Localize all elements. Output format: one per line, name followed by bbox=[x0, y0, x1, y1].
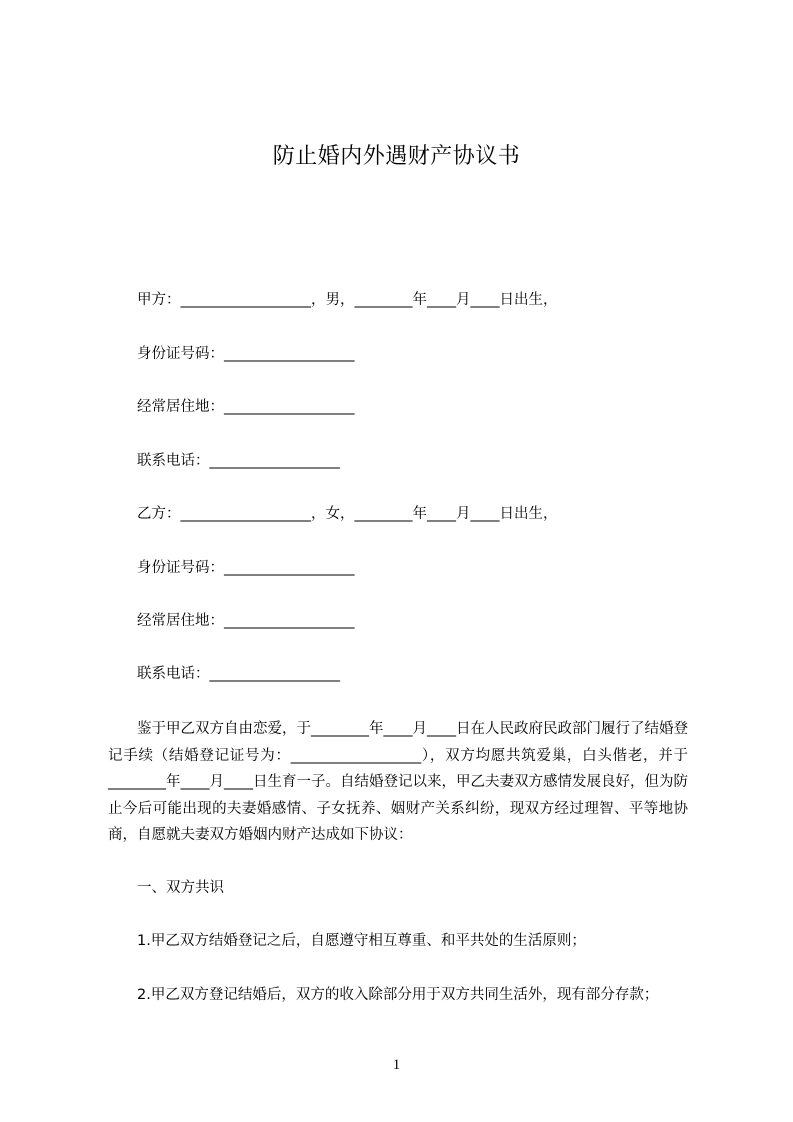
party-a-id-number: 身份证号码：__________________ bbox=[137, 346, 355, 362]
preamble-paragraph: 鉴于甲乙双方自由恋爱，于________年____月____日在人民政府民政部门履行了结婚登记手续（结婚登记证号为：__________________），双方均愿共筑爱巢，白头偕老，并于________年____月____日生育一子。自结婚登记以来，甲乙夫妻双方感情发展良好，但为防止今后可能出现的夫妻婚感情、子女抚养、姻财产关系纠纷，现双方经过理智、平等地协商，自愿就夫妻双方婚姻内财产达成如下协议： bbox=[108, 721, 688, 843]
party-b-phone: 联系电话：__________________ bbox=[137, 666, 340, 682]
section-heading: 一、双方共识 bbox=[137, 880, 224, 896]
clause-item-2: 2.甲乙双方登记结婚后，双方的收入除部分用于双方共同生活外，现有部分存款； bbox=[137, 987, 659, 1003]
document-title: 防止婚内外遇财产协议书 bbox=[272, 144, 521, 169]
clause-item-1: 1.甲乙双方结婚登记之后，自愿遵守相互尊重、和平共处的生活原则； bbox=[137, 933, 586, 949]
party-b-address: 经常居住地：__________________ bbox=[137, 613, 355, 629]
party-a-phone: 联系电话：__________________ bbox=[137, 453, 340, 469]
party-a-address: 经常居住地：__________________ bbox=[137, 399, 355, 415]
party-b-line: 乙方：__________________，女，________年____月____日出生， bbox=[137, 506, 558, 522]
party-b-id-number: 身份证号码：__________________ bbox=[137, 560, 355, 576]
page-number: 1 bbox=[392, 1057, 401, 1073]
party-a-line: 甲方：__________________，男，________年____月____日出生， bbox=[137, 292, 558, 308]
